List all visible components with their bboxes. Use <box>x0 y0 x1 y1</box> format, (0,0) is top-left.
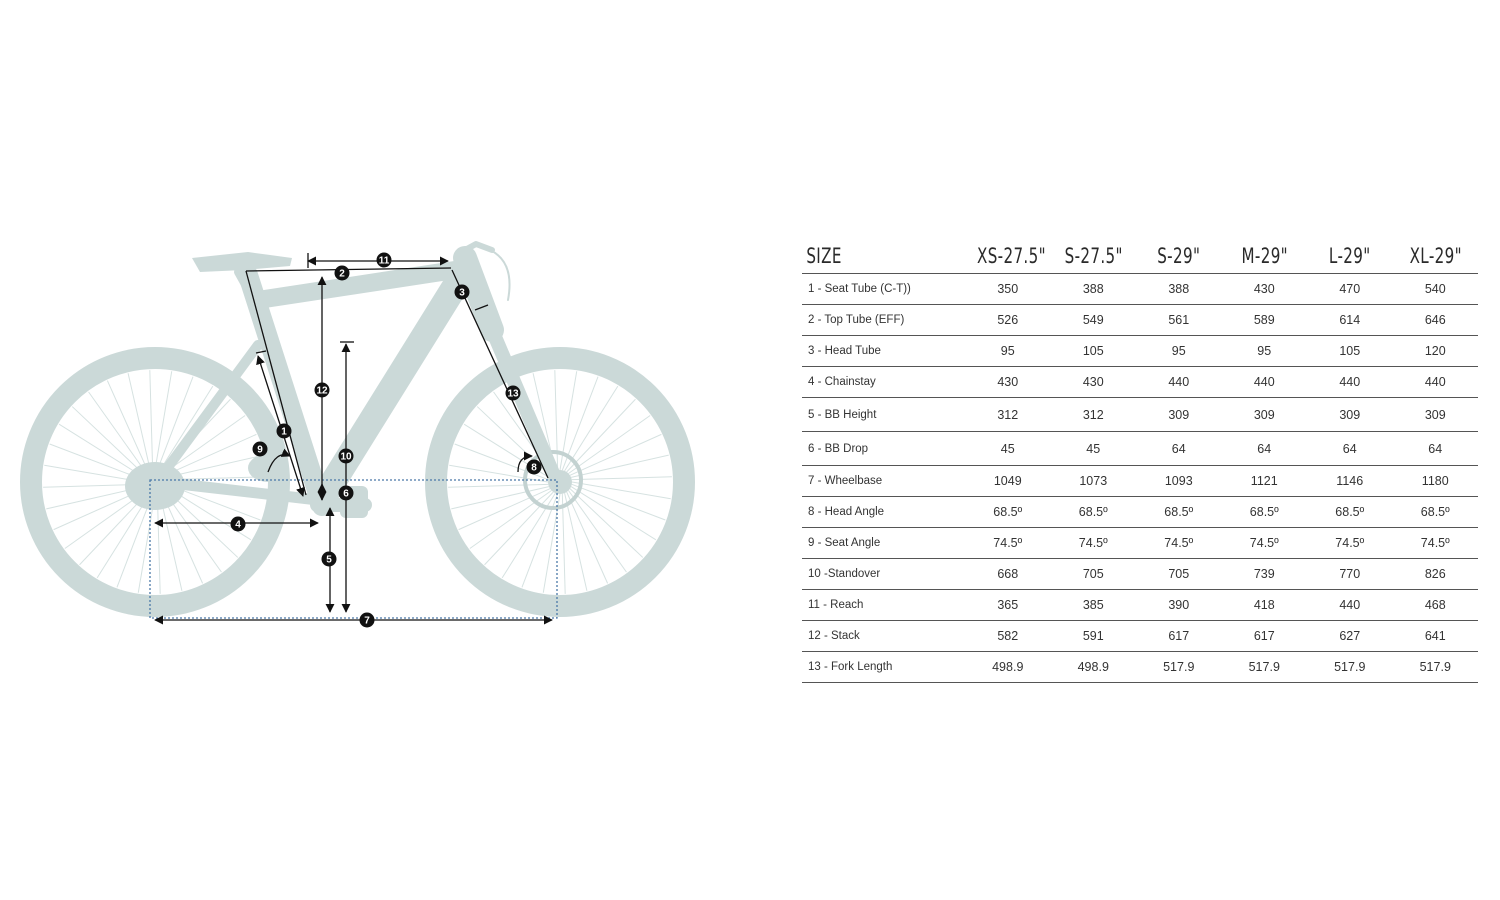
marker-number: 6 <box>343 488 349 500</box>
measurement-value: 440 <box>1222 367 1308 398</box>
measurement-value: 770 <box>1307 559 1393 590</box>
table-row <box>802 559 1478 590</box>
measurement-value: 582 <box>965 621 1051 652</box>
measurement-value: 705 <box>1136 559 1222 590</box>
measurement-value: 68.5º <box>965 497 1051 528</box>
measurement-value: 64 <box>1393 432 1479 466</box>
measurement-label: 7 - Wheelbase <box>802 466 965 497</box>
measurement-value: 1121 <box>1222 466 1308 497</box>
measurement-value: 591 <box>1051 621 1137 652</box>
measurement-value: 120 <box>1393 336 1479 367</box>
measurement-value: 64 <box>1136 432 1222 466</box>
measurement-value: 68.5º <box>1136 497 1222 528</box>
measurement-value: 627 <box>1307 621 1393 652</box>
table-row <box>802 367 1478 398</box>
measurement-value: 74.5º <box>965 528 1051 559</box>
measurement-value: 826 <box>1393 559 1479 590</box>
measurement-label: 13 - Fork Length <box>802 652 965 683</box>
marker-number: 9 <box>257 444 263 456</box>
size-column-header: XL-29" <box>1404 240 1466 274</box>
measurement-value: 430 <box>1222 274 1308 305</box>
table-row <box>802 590 1478 621</box>
marker-12 <box>315 383 330 398</box>
measurement-value: 95 <box>965 336 1051 367</box>
measurement-value: 440 <box>1136 367 1222 398</box>
measurement-value: 95 <box>1222 336 1308 367</box>
measurement-label: 2 - Top Tube (EFF) <box>802 305 965 336</box>
marker-number: 4 <box>235 519 241 531</box>
marker-number: 13 <box>507 388 519 400</box>
measurement-value: 74.5º <box>1051 528 1137 559</box>
measurement-value: 45 <box>1051 432 1137 466</box>
measurement-value: 309 <box>1393 398 1479 432</box>
measurement-value: 517.9 <box>1222 652 1308 683</box>
measurement-value: 470 <box>1307 274 1393 305</box>
measurement-value: 705 <box>1051 559 1137 590</box>
marker-number: 11 <box>378 255 390 267</box>
table-row <box>802 652 1478 683</box>
measurement-value: 498.9 <box>965 652 1051 683</box>
measurement-value: 64 <box>1222 432 1308 466</box>
marker-8 <box>527 460 542 475</box>
size-column-header: S-27.5" <box>1062 240 1124 274</box>
marker-number: 10 <box>340 451 352 463</box>
measurement-value: 74.5º <box>1136 528 1222 559</box>
table-row <box>802 528 1478 559</box>
marker-6 <box>339 486 354 501</box>
measurement-value: 646 <box>1393 305 1479 336</box>
marker-number: 12 <box>316 385 328 397</box>
measurement-value: 517.9 <box>1307 652 1393 683</box>
marker-9 <box>253 442 268 457</box>
measurement-value: 1093 <box>1136 466 1222 497</box>
measurement-label: 6 - BB Drop <box>802 432 965 466</box>
measurement-value: 74.5º <box>1307 528 1393 559</box>
measurement-value: 430 <box>1051 367 1137 398</box>
measurement-value: 74.5º <box>1222 528 1308 559</box>
measurement-value: 549 <box>1051 305 1137 336</box>
measurement-value: 739 <box>1222 559 1308 590</box>
measurement-value: 1180 <box>1393 466 1479 497</box>
marker-11 <box>377 253 392 268</box>
measurement-value: 617 <box>1136 621 1222 652</box>
measurement-value: 517.9 <box>1393 652 1479 683</box>
measurement-value: 468 <box>1393 590 1479 621</box>
measurement-value: 1146 <box>1307 466 1393 497</box>
measurement-value: 45 <box>965 432 1051 466</box>
table-row <box>802 336 1478 367</box>
table-row <box>802 497 1478 528</box>
measurement-value: 641 <box>1393 621 1479 652</box>
measurement-value: 309 <box>1222 398 1308 432</box>
measurement-value: 68.5º <box>1393 497 1479 528</box>
table-row <box>802 305 1478 336</box>
marker-5 <box>322 552 337 567</box>
size-column-header: M-29" <box>1233 240 1295 274</box>
marker-3 <box>455 285 470 300</box>
geometry-table <box>802 240 1478 683</box>
measurement-label: 11 - Reach <box>802 590 965 621</box>
measurement-label: 5 - BB Height <box>802 398 965 432</box>
measurement-label: 4 - Chainstay <box>802 367 965 398</box>
measurement-value: 105 <box>1307 336 1393 367</box>
measurement-value: 418 <box>1222 590 1308 621</box>
table-row <box>802 398 1478 432</box>
marker-13 <box>506 386 521 401</box>
measurement-value: 105 <box>1051 336 1137 367</box>
measurement-value: 498.9 <box>1051 652 1137 683</box>
size-column-header: L-29" <box>1319 240 1381 274</box>
measurement-value: 74.5º <box>1393 528 1479 559</box>
measurement-value: 614 <box>1307 305 1393 336</box>
marker-10 <box>339 449 354 464</box>
marker-number: 7 <box>364 615 370 627</box>
marker-1 <box>277 424 292 439</box>
measurement-value: 388 <box>1051 274 1137 305</box>
table-header-row <box>802 240 1478 274</box>
measurement-label: 3 - Head Tube <box>802 336 965 367</box>
measurement-value: 430 <box>965 367 1051 398</box>
table-row <box>802 466 1478 497</box>
measurement-label: 8 - Head Angle <box>802 497 965 528</box>
measurement-value: 440 <box>1307 590 1393 621</box>
measurement-value: 561 <box>1136 305 1222 336</box>
marker-number: 5 <box>326 554 332 566</box>
measurement-value: 589 <box>1222 305 1308 336</box>
measurement-value: 440 <box>1307 367 1393 398</box>
measurement-value: 1049 <box>965 466 1051 497</box>
measurement-value: 312 <box>1051 398 1137 432</box>
measurement-label: 10 -Standover <box>802 559 965 590</box>
measurement-value: 390 <box>1136 590 1222 621</box>
measurement-value: 68.5º <box>1307 497 1393 528</box>
marker-4 <box>231 517 246 532</box>
measurement-value: 64 <box>1307 432 1393 466</box>
measurement-label: 9 - Seat Angle <box>802 528 965 559</box>
marker-2 <box>335 266 350 281</box>
marker-number: 8 <box>531 462 537 474</box>
marker-7 <box>360 613 375 628</box>
bike-geometry-diagram <box>0 220 720 640</box>
table-row <box>802 432 1478 466</box>
measurement-value: 1073 <box>1051 466 1137 497</box>
measurement-value: 95 <box>1136 336 1222 367</box>
table-row <box>802 621 1478 652</box>
marker-number: 3 <box>459 287 465 299</box>
size-column-header: XS-27.5" <box>977 240 1039 274</box>
measurement-label: 1 - Seat Tube (C-T)) <box>802 274 965 305</box>
measurement-value: 526 <box>965 305 1051 336</box>
measurement-value: 440 <box>1393 367 1479 398</box>
measurement-value: 517.9 <box>1136 652 1222 683</box>
size-column-header: S-29" <box>1148 240 1210 274</box>
measurement-value: 365 <box>965 590 1051 621</box>
measurement-value: 309 <box>1136 398 1222 432</box>
measurement-value: 350 <box>965 274 1051 305</box>
measurement-value: 388 <box>1136 274 1222 305</box>
measurement-value: 68.5º <box>1222 497 1308 528</box>
measurement-value: 68.5º <box>1051 497 1137 528</box>
marker-number: 1 <box>281 426 287 438</box>
table-row <box>802 274 1478 305</box>
measurement-label: 12 - Stack <box>802 621 965 652</box>
size-header: SIZE <box>802 240 919 274</box>
measurement-value: 540 <box>1393 274 1479 305</box>
measurement-value: 309 <box>1307 398 1393 432</box>
measurement-value: 617 <box>1222 621 1308 652</box>
measurement-value: 668 <box>965 559 1051 590</box>
measurement-value: 385 <box>1051 590 1137 621</box>
marker-number: 2 <box>339 268 345 280</box>
measurement-value: 312 <box>965 398 1051 432</box>
